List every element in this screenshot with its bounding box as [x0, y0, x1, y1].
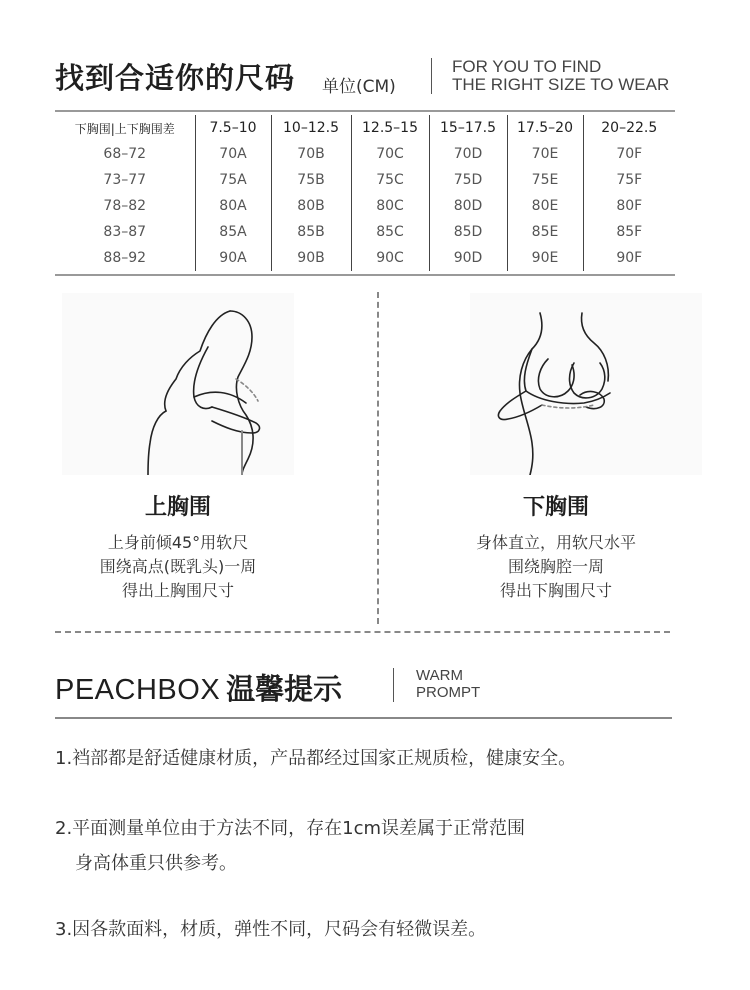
table-cell: 70A [195, 141, 271, 167]
unit-label: 单位(CM) [322, 77, 396, 97]
title-divider [431, 58, 432, 94]
table-header-cell: 7.5–10 [195, 115, 271, 141]
upper-bust-title: 上胸围 [144, 495, 211, 520]
table-cell: 70C [351, 141, 429, 167]
table-cell: 90D [429, 245, 507, 271]
table-cell: 70F [583, 141, 675, 167]
table-cell: 75C [351, 167, 429, 193]
upper-bust-instruction-line-3: 得出上胸围尺寸 [121, 581, 234, 600]
upper-bust-figure-drawing [62, 293, 294, 475]
warm-prompt-english-line-1: WARM [416, 667, 463, 684]
table-header-cell: 15–17.5 [429, 115, 507, 141]
table-cell: 75F [583, 167, 675, 193]
table-row [55, 245, 675, 271]
table-header-cell: 12.5–15 [351, 115, 429, 141]
size-table [55, 115, 675, 271]
lower-bust-figure-drawing [470, 293, 702, 475]
table-cell: 85C [351, 219, 429, 245]
table-cell: 75E [507, 167, 583, 193]
table-header-cell: 下胸围|上下胸围差 [74, 121, 175, 136]
table-cell: 90A [195, 245, 271, 271]
table-header-cell: 20–22.5 [583, 115, 675, 141]
upper-bust-illustration [62, 293, 294, 475]
table-header-cell: 17.5–20 [507, 115, 583, 141]
table-top-rule [55, 110, 675, 112]
table-cell: 90F [583, 245, 675, 271]
table-cell: 83–87 [103, 224, 147, 240]
table-cell: 80A [195, 193, 271, 219]
warm-prompt-title [55, 667, 342, 708]
warm-prompt-rule [55, 717, 672, 719]
section-divider-horizontal [55, 631, 670, 633]
table-cell: 90E [507, 245, 583, 271]
table-cell: 85A [195, 219, 271, 245]
table-header-cell: 10–12.5 [271, 115, 351, 141]
upper-bust-instructions [80, 531, 276, 603]
table-bottom-rule [55, 274, 675, 276]
tip-2-continued: 身高体重只供参考。 [75, 853, 237, 874]
table-cell: 85F [583, 219, 675, 245]
table-row [55, 193, 675, 219]
brand-name: PEACHBOX [55, 674, 221, 706]
warm-prompt-english-line-2: PROMPT [416, 684, 481, 701]
tip-2: 2.平面测量单位由于方法不同，存在1cm误差属于正常范围 [55, 818, 526, 839]
table-cell: 80B [271, 193, 351, 219]
tip-3: 3.因各款面料，材质，弹性不同，尺码会有轻微误差。 [55, 919, 487, 940]
table-cell: 70D [429, 141, 507, 167]
table-header-row [55, 115, 675, 141]
table-cell: 88–92 [103, 250, 147, 266]
table-cell: 85E [507, 219, 583, 245]
lower-bust-title: 下胸围 [522, 495, 589, 520]
warm-prompt-title-cn: 温馨提示 [226, 672, 343, 706]
english-subtitle-line-2: THE RIGHT SIZE TO WEAR [452, 75, 670, 94]
lower-bust-instruction-line-3: 得出下胸围尺寸 [499, 581, 612, 600]
page-title: 找到合适你的尺码 [55, 61, 296, 95]
tip-1: 1.裆部都是舒适健康材质，产品都经过国家正规质检，健康安全。 [55, 748, 577, 769]
table-row [55, 141, 675, 167]
upper-bust-instruction-line-1: 上身前倾45°用软尺 [107, 533, 249, 552]
table-cell: 80C [351, 193, 429, 219]
table-cell: 73–77 [103, 172, 147, 188]
upper-bust-instruction-line-2: 围绕高点(既乳头)一周 [99, 557, 257, 576]
warm-prompt-english [416, 667, 480, 701]
table-cell: 70B [271, 141, 351, 167]
table-row [55, 167, 675, 193]
table-cell: 90B [271, 245, 351, 271]
section-divider-vertical [377, 292, 379, 624]
table-cell: 85B [271, 219, 351, 245]
table-cell: 85D [429, 219, 507, 245]
table-cell: 70E [507, 141, 583, 167]
table-cell: 75D [429, 167, 507, 193]
lower-bust-instruction-line-1: 身体直立，用软尺水平 [475, 533, 636, 552]
warm-prompt-divider [393, 668, 394, 702]
table-cell: 80F [583, 193, 675, 219]
table-cell: 68–72 [103, 146, 147, 162]
english-subtitle-line-1: FOR YOU TO FIND [452, 57, 602, 76]
english-subtitle [452, 58, 669, 94]
lower-bust-illustration [470, 293, 702, 475]
table-row [55, 219, 675, 245]
lower-bust-instructions [452, 531, 660, 603]
table-cell: 80E [507, 193, 583, 219]
table-cell: 75A [195, 167, 271, 193]
table-cell: 80D [429, 193, 507, 219]
table-cell: 78–82 [103, 198, 147, 214]
table-cell: 75B [271, 167, 351, 193]
table-cell: 90C [351, 245, 429, 271]
lower-bust-instruction-line-2: 围绕胸腔一周 [507, 557, 604, 576]
